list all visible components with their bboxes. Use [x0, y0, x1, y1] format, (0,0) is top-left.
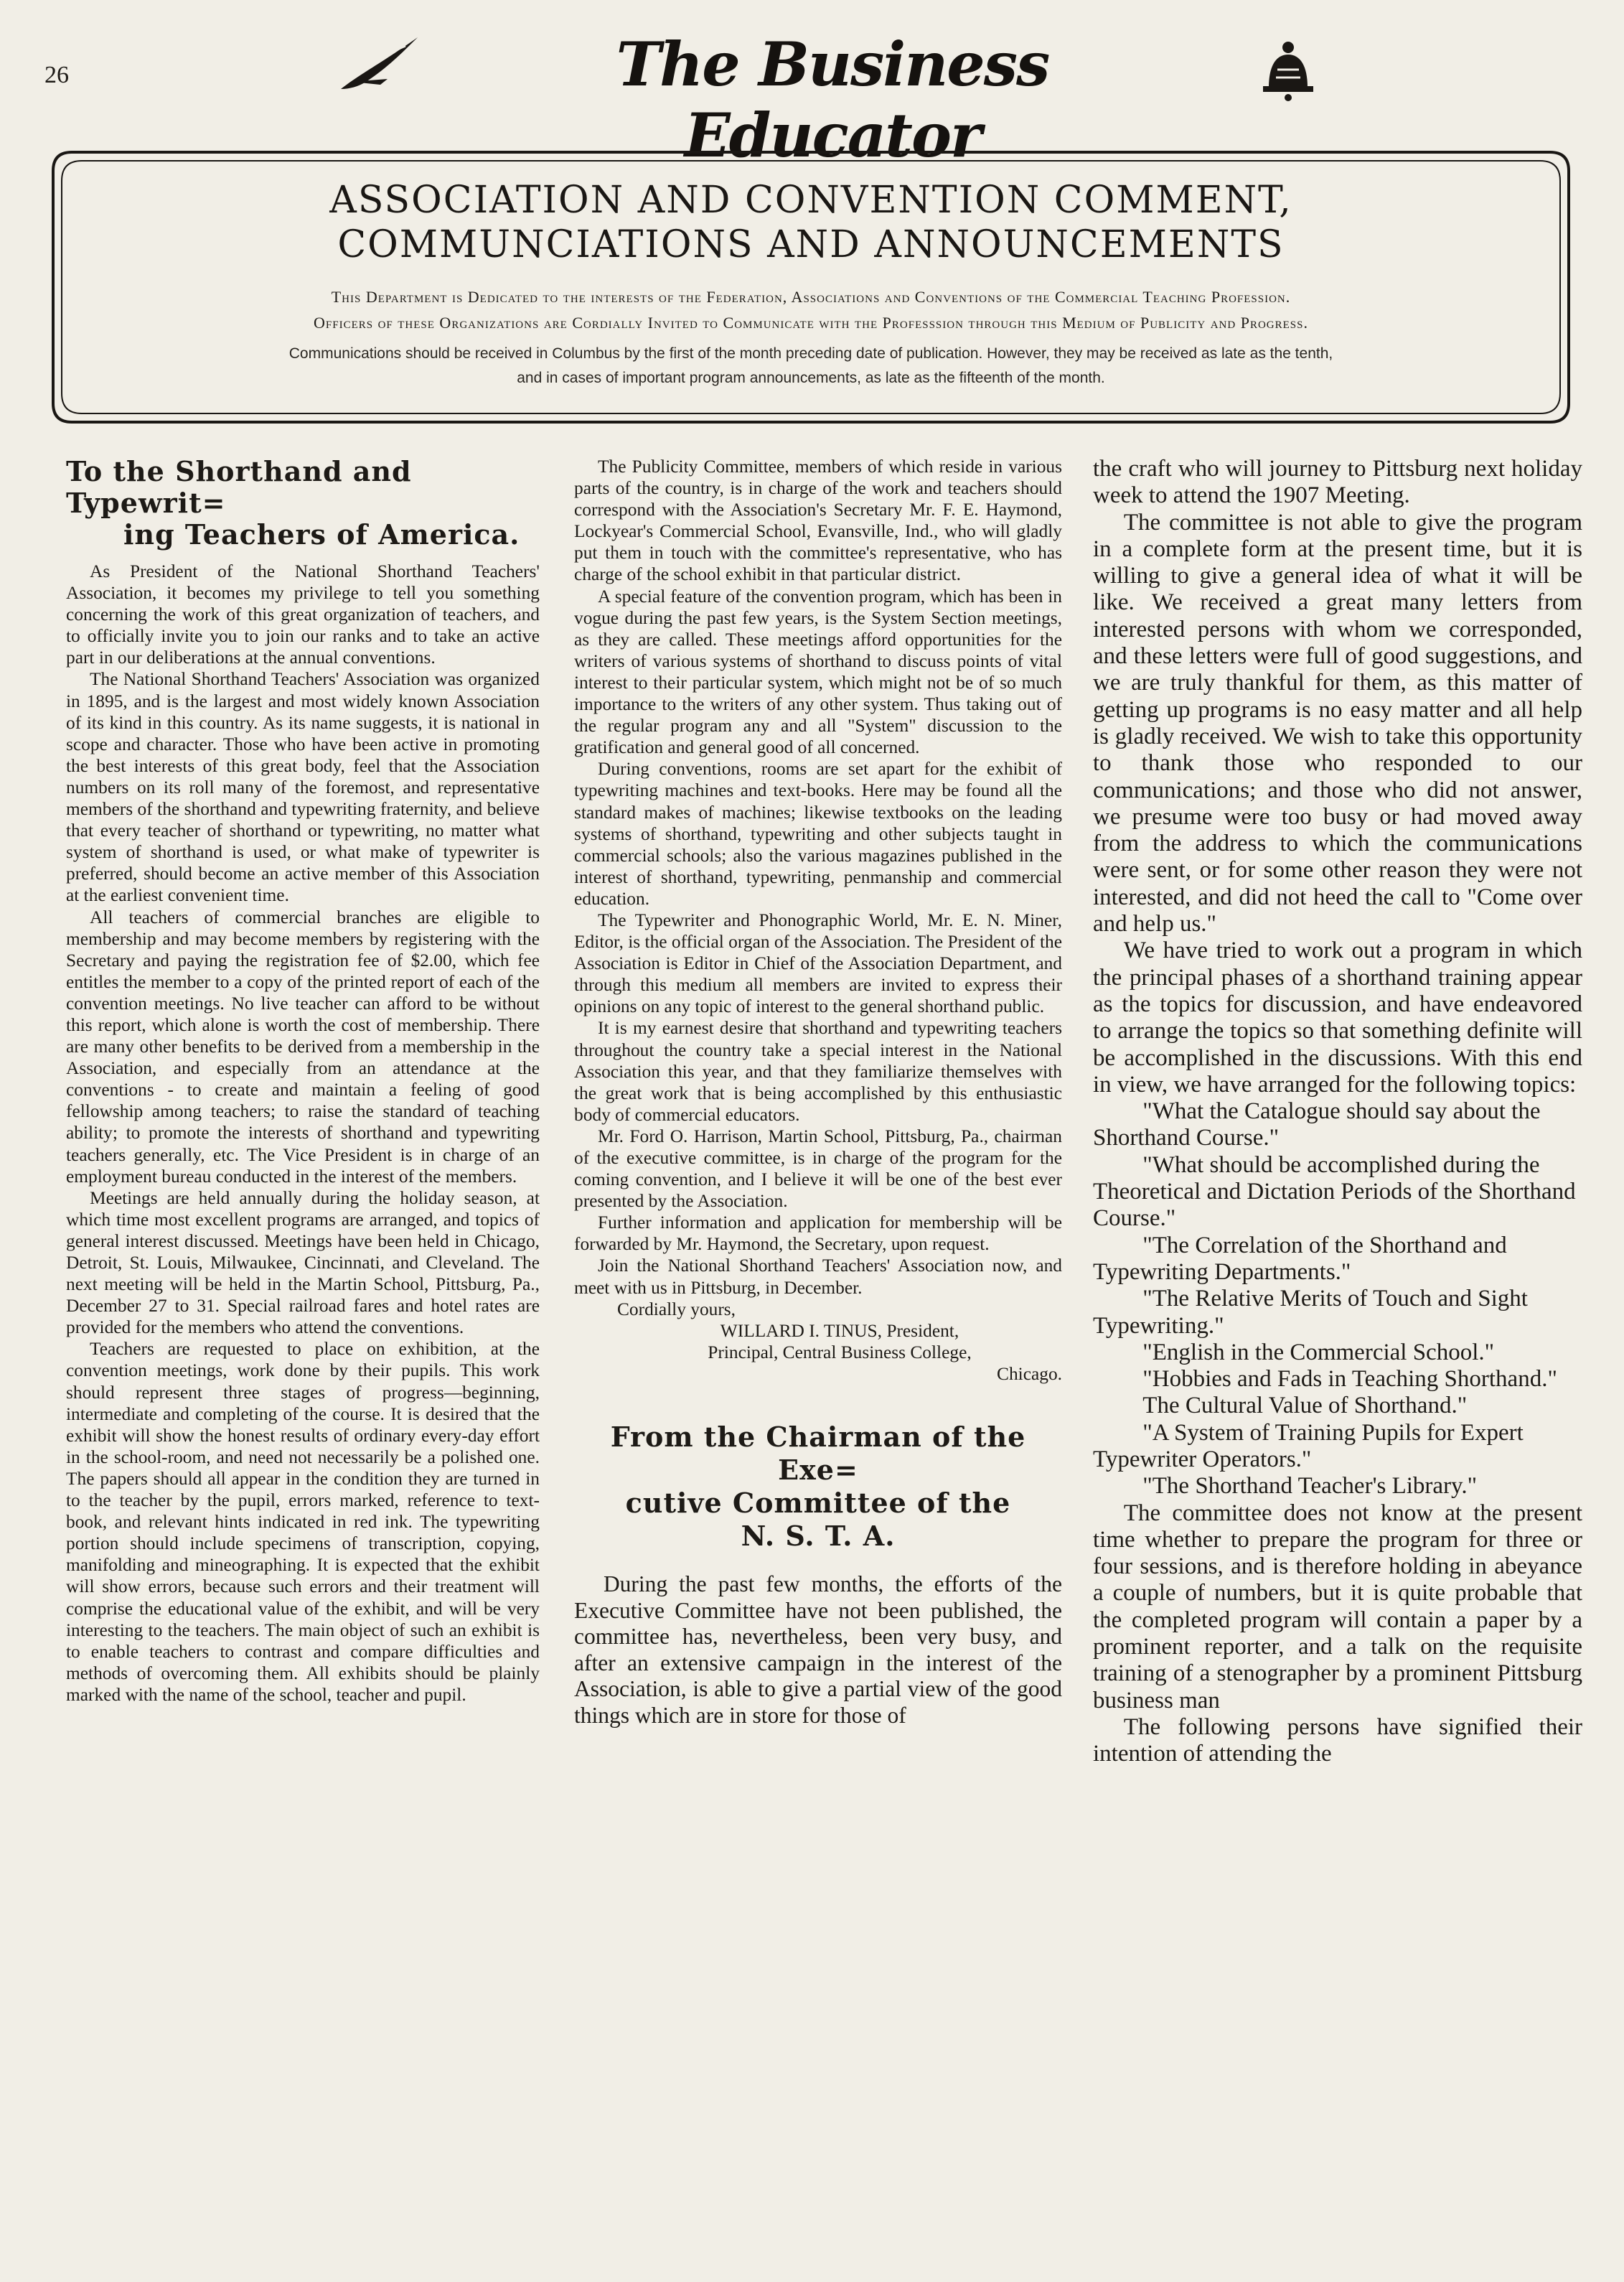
- article-2-heading-line-3: N. S. T. A.: [741, 1520, 896, 1553]
- article-1-paragraph: A special feature of the convention program, which has been in vogue during the past few years, is the System Section meetings, as they are called. These meetings afford opportunities for the writers of various systems of shorthand to discuss points of vital interest to their particular system, which might not be of so much importance to the writers of any other system. Thus taking out of the regular program any and all "System" discussion to the gratification and general good of all concerned.: [574, 586, 1062, 758]
- program-topic: "The Shorthand Teacher's Library.": [1142, 1473, 1478, 1500]
- banner-title: ASSOCIATION AND CONVENTION COMMENT, COMMUNCIATIONS AND ANNOUNCEMENTS: [329, 179, 1292, 266]
- article-2-heading: [574, 1421, 1062, 1553]
- article-1-paragraph: Further information and application for membership will be forwarded by Mr. Haymond, the Secretary, upon request.: [574, 1212, 1062, 1255]
- page-number: 26: [44, 62, 69, 88]
- banner-note: [79, 342, 1543, 391]
- dedication-line-1: This Department is Dedicated to the interests of the Federation, Associations and Conventions of the Commercial Teaching Profession.: [331, 288, 1291, 306]
- article-1-paragraph: As President of the National Shorthand Teachers' Association, it becomes my privilege to tell you something concerning the work of this great organization of teachers, and to officially invite you to join our ranks and to take an active part in our deliberations at the annual conventions.: [66, 561, 540, 668]
- column-2: [574, 456, 1062, 2229]
- department-banner: [50, 149, 1572, 425]
- article-2-paragraph: The committee is not able to give the program in a complete form at the present time, but it is willing to give a general idea of what it will be like. We received a great many letters from interested persons with whom we corresponded, and these letters were full of good suggestions, and we are truly thankful for them, as this matter of getting up programs is no easy matter and all help is gladly received. We wish to take this opportunity to thank those who responded to our communications; and those who did not answer, we presume were too busy or had moved away from the address to which the communications were sent, or for some other reason they were not interested, and did not heed the call to "Come over and help us.": [1093, 509, 1582, 937]
- banner-dedication: [79, 284, 1543, 336]
- article-1-heading-line-2: ing Teachers of America.: [123, 518, 520, 551]
- signature-city: Chicago.: [997, 1363, 1062, 1384]
- article-2-paragraph: The following persons have signified their intention of attending the: [1093, 1713, 1582, 1767]
- note-line-1: Communications should be received in Columbus by the first of the month preceding date of publication. However, they may be received as late as the tenth,: [288, 345, 1333, 362]
- letter-closing: Cordially yours,: [617, 1299, 736, 1319]
- article-2-paragraph: the craft who will journey to Pittsburg next holiday week to attend the 1907 Meeting.: [1093, 456, 1582, 509]
- article-2-paragraph: The committee does not know at the present time whether to prepare the program for three or four sessions, and is therefore holding in abeyance a couple of numbers, but it is quite probable that the completed program will contain a paper by a prominent reporter, and a talk on the requisite training of a stenographer by a prominent Pittsburg business man: [1093, 1500, 1582, 1713]
- program-topic: "What should be accomplished during the Theoretical and Dictation Periods of the Shorthand Course.": [1093, 1151, 1576, 1232]
- bell-ornament-icon: [1256, 37, 1320, 102]
- article-1-paragraph: The Publicity Committee, members of which reside in various parts of the country, is in charge of the work and teachers should correspond with the Association's Secretary Mr. F. E. Haymond, Lockyear's Commercial School, Evansville, Ind., who will gladly put them in touch with the committee's representative, who has charge of the school exhibit in that particular district.: [574, 457, 1062, 585]
- article-2-paragraph: During the past few months, the efforts of the Executive Committee have not been published, the committee has, nevertheless, been very busy, and after an extensive campaign in the interest of the Association, is able to give a partial view of the good things which are in store for those of: [574, 1571, 1062, 1728]
- program-topic: The Cultural Value of Shorthand.": [1142, 1393, 1468, 1419]
- masthead-title: The Business Educator: [616, 29, 1049, 171]
- article-2-heading-line-1: From the Chairman of the Exe=: [610, 1421, 1026, 1487]
- article-1-paragraph: Join the National Shorthand Teachers' Association now, and meet with us in Pittsburg, in December.: [574, 1255, 1062, 1298]
- article-1-heading: [66, 456, 540, 551]
- article-1-paragraph: The National Shorthand Teachers' Association was organized in 1895, and is the largest and most widely known Association of its kind in this country. As its name suggests, it is national in scope and character. Those who have been active in promoting the best interests of this great body, feel that the Association numbers on its roll many of the foremost, and representative members of the shorthand and typewriting fraternity, and believe that every teacher of shorthand or typewriting, no matter what system of shorthand is used, or what make of typewriter is preferred, should become an active member of this Association at the earliest convenient time.: [66, 669, 540, 906]
- program-topic: "English in the Commercial School.": [1142, 1339, 1495, 1365]
- program-topic: "The Relative Merits of Touch and Sight Typewriting.": [1093, 1286, 1528, 1339]
- article-1-paragraph: The Typewriter and Phonographic World, Mr. E. N. Miner, Editor, is the official organ of the Association. The President of the Association is Editor in Chief of the Association Department, and through this medium all members are invited to express their opinions on any topic of interest to the general shorthand public.: [574, 909, 1062, 1017]
- article-1-paragraph: Meetings are held annually during the holiday season, at which time most excellent programs are arranged, and topics of general interest discussed. Meetings have been held in Chicago, Detroit, St. Louis, Milwaukee, Cincinnati, and Cleveland. The next meeting will be held in the Martin School, Pittsburg, Pa., December 27 to 31. Special railroad fares and hotel rates are provided for the members who attend the conventions.: [66, 1187, 540, 1338]
- column-1: [66, 456, 540, 2229]
- dedication-line-2: Officers of these Organizations are Cordially Invited to Communicate with the Professsion through this Medium of Publicity and Progress.: [314, 314, 1308, 332]
- article-1-heading-line-1: To the Shorthand and Typewrit=: [66, 456, 412, 519]
- article-1-paragraph: During conventions, rooms are set apart for the exhibit of typewriting machines and text-books. Here may be found all the standard makes of machines; likewise textbooks on the leading systems of shorthand, typewriting and other subjects taught in commercial schools; also the various magazines published in the interest of shorthand, typewriting, penmanship and commercial education.: [574, 759, 1062, 909]
- program-topic: "A System of Training Pupils for Expert Typewriter Operators.": [1093, 1419, 1524, 1472]
- program-topic: "What the Catalogue should say about the Shorthand Course.": [1093, 1098, 1541, 1151]
- program-topic: "Hobbies and Fads in Teaching Shorthand.": [1142, 1366, 1557, 1393]
- column-3: [1093, 456, 1582, 2229]
- article-1-paragraph: All teachers of commercial branches are eligible to membership and may become members by registering with the Secretary and paying the registration fee of $2.00, which fee entitles the member to a copy of the printed report of each of the convention meetings. No live teacher can afford to be without this report, which alone is worth the cost of membership. There are many other benefits to be derived from a membership in the Association, and especially from an attendance at the conventions - to create and maintain a feeling of good fellowship among teachers; to raise the standard of teaching ability; to promote the interests of shorthand and typewriting teachers generally, etc. The Vice President is in charge of an employment bureau conducted in the interest of the members.: [66, 907, 540, 1187]
- program-topic: "The Correlation of the Shorthand and Typewriting Departments.": [1093, 1232, 1507, 1285]
- article-1-paragraph: It is my earnest desire that shorthand and typewriting teachers throughout the country take a special interest in the National Association this year, and that they familiarize themselves with the great work that is being accomplished by this enthusiastic body of commercial educators.: [574, 1018, 1062, 1125]
- quill-pen-icon: [337, 32, 423, 96]
- note-line-2: and in cases of important program announcements, as late as the fifteenth of the month.: [517, 370, 1105, 386]
- signature-title: Principal, Central Business College,: [708, 1342, 972, 1362]
- article-2-paragraph: We have tried to work out a program in which the principal phases of a shorthand training appear as the topics for discussion, and have endeavored to arrange the topics so that something definite will be accomplished in the discussions. With this end in view, we have arranged for the following topics:: [1093, 937, 1582, 1098]
- article-2-heading-line-2: cutive Committee of the: [625, 1487, 1011, 1520]
- signature-name: WILLARD I. TINUS, President,: [720, 1320, 959, 1341]
- article-1-paragraph: Mr. Ford O. Harrison, Martin School, Pittsburg, Pa., chairman of the executive committee, is in charge of the program for the coming convention, and I believe it will be one of the best ever presented by the Association.: [574, 1126, 1062, 1212]
- article-1-paragraph: Teachers are requested to place on exhibition, at the convention meetings, work done by their pupils. This work should represent three stages of progress—beginning, intermediate and completing of the course. It is desired that the exhibit will show the honest results of ordinary every-day effort in the school-room, and need not necessarily be a polished one. The papers should all appear in the condition they are turned in to the teacher by the pupil, errors marked, reference to text-book, and relevant hints indicated in red ink. The typewriting portion should include specimens of transcription, copying, manifolding and mineographing. It is expected that the exhibit will show errors, because such errors and their treatment will comprise the educational value of the exhibit, and will be very interesting to the teachers. The main object of such an exhibit is to enable teachers to contrast and compare difficulties and methods of overcoming them. All exhibits should be plainly marked with the name of the school, teacher and pupil.: [66, 1339, 540, 1705]
